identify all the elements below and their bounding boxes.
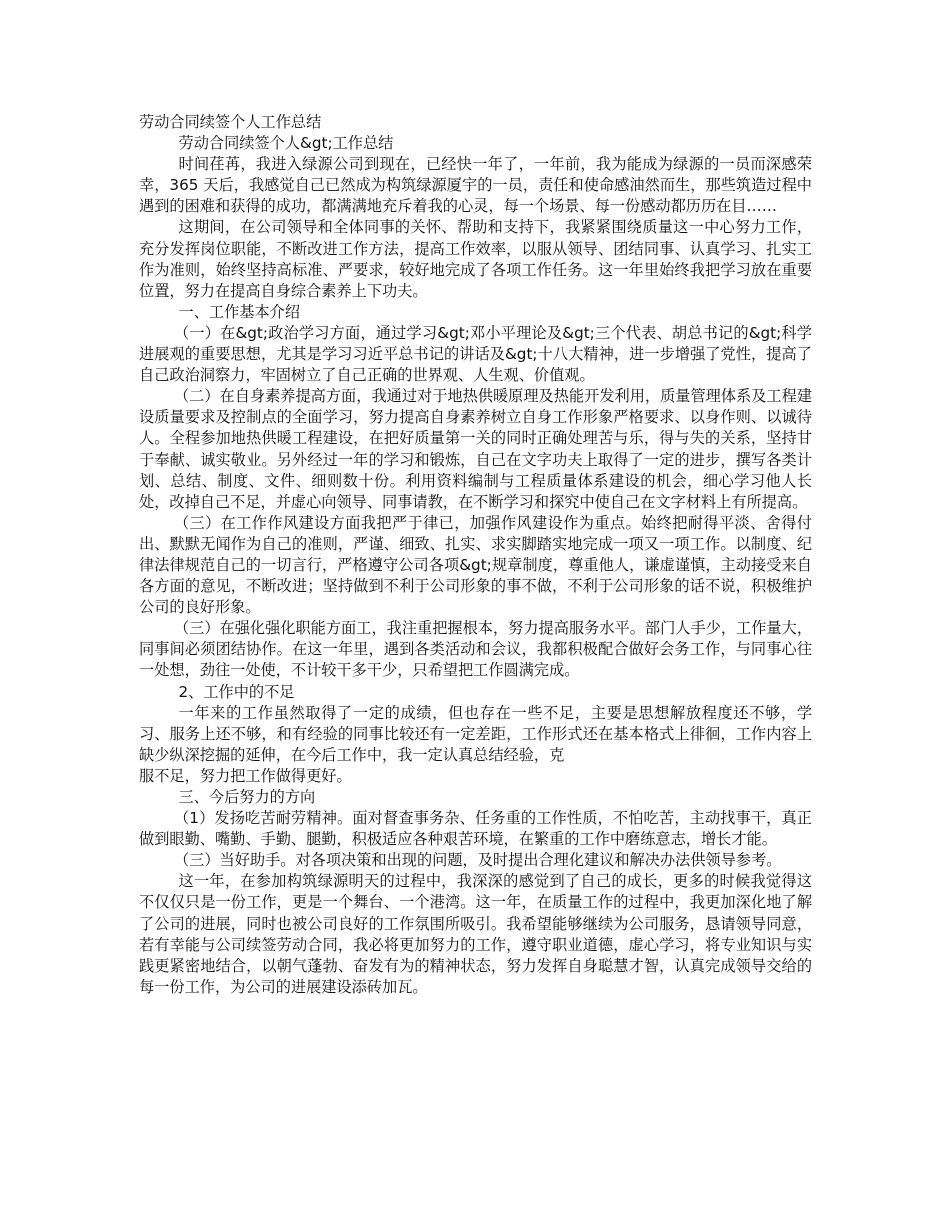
paragraph-work-style: （三）在工作作风建设方面我把严于律已，加强作风建设作为重点。始终把耐得平淡、舍得付出、默默无闻作为自己的准则，严谨、细致、扎实、求实脚踏实地完成一项又一项工作。以制度、纪律法律规范自己的一切言行，严格遵守公司各项&gt;规章制度，尊重他人，谦虚谨慎，主动接受来自各方面的意见，不断改进；坚持做到不利于公司形象的事不做，不利于公司形象的话不说，积极维护公司的良好形象。 [139, 513, 812, 617]
paragraph-overview: 这期间，在公司领导和全体同事的关怀、帮助和支持下，我紧紧围绕质量这一中心努力工作，充分发挥岗位职能，不断改进工作方法，提高工作效率，以服从领导、团结同事、认真学习、扎实工作为准则，始终坚持高标准、严要求，较好地完成了各项工作任务。这一年里始终我把学习放在重要位置，努力在提高自身综合素养上下功夫。 [139, 218, 812, 300]
paragraph-self-improvement: （二）在自身素养提高方面，我通过对于地热供暖原理及热能开发利用，质量管理体系及工程建设质量要求及控制点的全面学习，努力提高自身素养树立自身工作形象严格要求、以身作则、以诚待人。全程参加地热供暖工程建设，在把好质量第一关的同时正确处理苦与乐，得与失的关系，坚持甘于奉献、诚实敬业。另外经过一年的学习和锻炼，自己在文字功夫上取得了一定的进步，撰写各类计划、总结、制度、文件、细则数十份。利用资料编制与工程质量体系建设的机会，细心学习他人长处，改掉自己不足，并虚心向领导、同事请教，在不断学习和探究中使自己在文字材料上有所提高。 [139, 387, 812, 511]
paragraph-hard-work: （1）发扬吃苦耐劳精神。面对督查事务杂、任务重的工作性质，不怕吃苦，主动找事干，真正做到眼勤、嘴勤、手勤、腿勤，积极适应各种艰苦环境，在繁重的工作中磨练意志，增长才能。 [139, 809, 812, 849]
section-heading-2: 2、工作中的不足 [178, 682, 295, 701]
paragraph-assistant: （三）当好助手。对各项决策和出现的问题，及时提出合理化建议和解决办法供领导参考。 [173, 851, 782, 870]
paragraph-conclusion: 这一年，在参加构筑绿源明天的过程中，我深深的感觉到了自己的成长，更多的时候我觉得这不仅仅只是一份工作，更是一个舞台、一个港湾。这一年，在质量工作的过程中，我更加深化地了解了公司的进展，同时也被公司良好的工作氛围所吸引。我希望能够继续为公司服务，恳请领导同意，若有幸能与公司续签劳动合同，我必将更加努力的工作，遵守职业道德，虚心学习，将专业知识与实践更紧密地结合，以朝气蓬勃、奋发有为的精神状态，努力发挥自身聪慧才智，认真完成领导交给的每一份工作，为公司的进展建设添砖加瓦。 [139, 872, 812, 996]
paragraph-shortcomings: 一年来的工作虽然取得了一定的成绩，但也存在一些不足，主要是思想解放程度还不够，学习、服务上还不够，和有经验的同事比较还有一定差距，工作形式还在基本格式上徘徊，工作内容上缺少纵深挖掘的延伸，在今后工作中，我一定认真总结经验，克 [139, 703, 812, 764]
document-title: 劳动合同续签个人工作总结 [139, 113, 322, 131]
paragraph-political-study: （一）在&gt;政治学习方面，通过学习&gt;邓小平理论及&gt;三个代表、胡总书记的&gt;科学进展观的重要思想，尤其是学习习近平总书记的讲话及&gt;十八大精神，进一步增强了党性，提高了自己政治洞察力，牢固树立了自己正确的世界观、人生观、价值观。 [139, 323, 812, 385]
section-heading-3: 三、今后努力的方向 [178, 788, 316, 806]
section-heading-1: 一、工作基本介绍 [178, 302, 301, 321]
document-subtitle: 劳动合同续签个人&gt;工作总结 [178, 134, 394, 153]
paragraph-intro: 时间荏苒，我进入绿源公司到现在，已经快一年了，一年前，我为能成为绿源的一员而深感荣幸，365 天后，我感觉自己已然成为构筑绿源厦宇的一员，责任和使命感油然而生，那些筑造过程中遇到的困难和获得的成功，都满满地充斥着我的心灵，每一个场景、每一份感动都历历在目…… [139, 155, 812, 216]
document-page [139, 112, 812, 998]
paragraph-service: （三）在强化强化职能方面工，我注重把握根本，努力提高服务水平。部门人手少，工作量大，同事间必须团结协作。在这一年里，遇到各类活动和会议，我都积极配合做好会务工作，与同事心往一处想，劲往一处使，不计较干多干少，只希望把工作圆满完成。 [139, 619, 812, 680]
paragraph-shortcomings-cont: 服不足，努力把工作做得更好。 [139, 766, 352, 785]
